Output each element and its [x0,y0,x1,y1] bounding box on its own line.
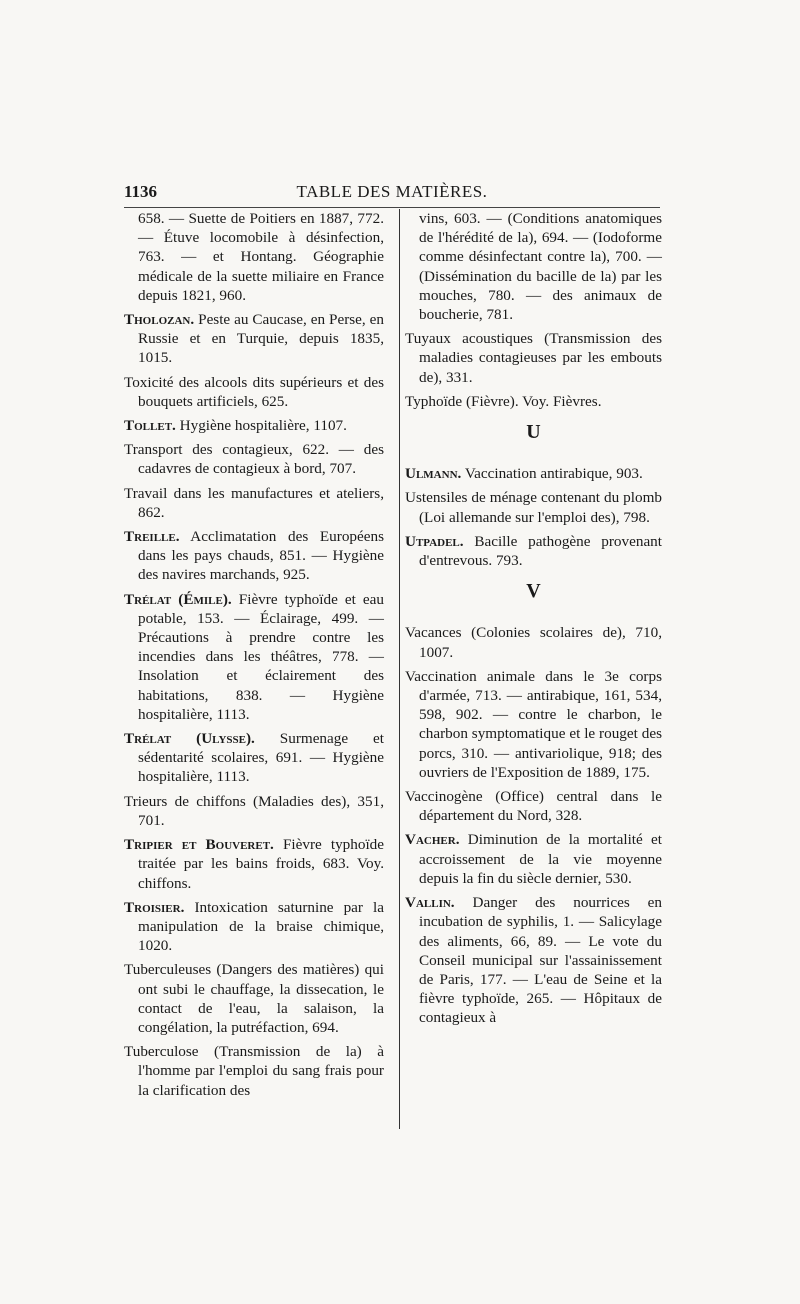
right-column-top-entries [405,209,662,411]
entry-text: Diminution de la mortalité et accroissement de la vie moyenne depuis la fin du siècle dernier, 530. [419,831,662,887]
section-v-entries [405,623,662,1027]
entry-text: Ustensiles de ménage contenant du plomb (Loi allemande sur l'emploi des), 798. [405,489,662,526]
index-entry [124,898,384,956]
running-title: TABLE DES MATIÈRES. [296,182,488,201]
index-entry [405,488,662,526]
entry-text: vins, 603. — (Conditions anatomiques de l'hérédité de la), 694. — (Iodoforme comme désinfectant contre la), 700. — (Dissémination du bacille de la) par les mouches, 780. — des animaux de boucherie, 781. [419,210,662,324]
index-entry [405,893,662,1027]
index-entry [405,209,662,324]
right-column [399,209,662,1129]
entry-text: Vaccinogène (Office) central dans le département du Nord, 328. [405,788,662,825]
entry-author: Utpadel. [405,532,464,550]
entry-text: Tuberculeuses (Dangers des matières) qui ont subi le chauffage, la dissecation, le contact de l'eau, la salaison, la congélation, la putréfaction, 694. [124,961,384,1036]
entry-author: Treille. [124,528,180,546]
index-entry [124,590,384,724]
index-entry [124,835,384,893]
entry-text: Fièvre typhoïde et eau potable, 153. — Éclairage, 499. — Précautions à prendre contre les incendies dans les théâtres, 778. — Insolation et éclairement des habitations, 838. — Hygiène hospitalière, 1113. [138,590,385,723]
index-entry [405,623,662,661]
section-u-entries [405,464,662,570]
entry-text: Peste au Caucase, en Perse, en Russie et en Turquie, depuis 1835, 1015. [138,311,384,367]
entry-author: Tholozan. [124,311,195,329]
entry-author: Vallin. [405,894,455,912]
index-entry [124,729,384,787]
entry-text: Trieurs de chiffons (Maladies des), 351, 701. [124,792,384,829]
index-entry [405,464,662,483]
index-entry [124,484,384,522]
index-entry [405,830,662,888]
entry-text: Surmenage et sédentarité scolaires, 691. — Hygiène hospitalière, 1113. [138,730,384,786]
index-entry [124,792,384,830]
section-letter-v: V [526,580,541,603]
entry-text: Toxicité des alcools dits supérieurs et des bouquets artificiels, 625. [124,373,384,410]
entry-author: Tripier et Bouveret. [124,836,274,854]
entry-text: Hygiène hospitalière, 1107. [175,417,347,435]
index-entry [405,787,662,825]
entry-text: Bacille pathogène provenant d'entrevous. 793. [419,532,662,570]
section-letter-u: U [526,421,541,444]
entry-text: Tuberculose (Transmission de la) à l'homme par l'emploi du sang frais pour la clarification des [124,1043,384,1099]
entry-text: Acclimatation des Européens dans les pays chauds, 851. — Hygiène des navires marchands, 925. [138,528,384,584]
index-entry [124,440,384,478]
index-entry [124,373,384,411]
entry-text: Travail dans les manufactures et ateliers, 862. [124,484,384,521]
index-entry [405,329,662,387]
index-entry [405,667,662,782]
entry-text: Fièvre typhoïde traitée par les bains froids, 683. Voy. chiffons. [138,836,384,892]
page-number: 1136 [124,182,158,201]
index-entry [124,310,384,368]
index-entry [124,1042,384,1100]
entry-author: Vacher. [405,831,460,849]
entry-text: Vaccination antirabique, 903. [461,465,643,483]
entry-text: Vaccination animale dans le 3e corps d'armée, 713. — antirabique, 161, 534, 598, 902. — contre le charbon, le charbon symptomatique et le rouget des porcs, 310. — antivariolique, 918; des ouvriers de l'Exposition de 1889, 175. [405,667,662,781]
entry-text: Tuyaux acoustiques (Transmission des maladies contagieuses par les embouts de), 331. [405,330,662,386]
entry-text: Typhoïde (Fièvre). Voy. Fièvres. [405,392,602,410]
index-entry [124,527,384,585]
entry-text: Vacances (Colonies scolaires de), 710, 1007. [405,624,662,661]
index-entry [124,209,384,305]
index-entry [124,960,384,1037]
entry-author: Tollet. [124,417,176,435]
left-column [124,209,390,1105]
index-entry [405,532,662,570]
header-rule [124,207,660,208]
entry-author: Trélat (Ulysse). [124,730,255,748]
index-entry [124,416,384,435]
entry-author: Trélat (Émile). [124,590,232,608]
page-header [124,180,660,204]
entry-author: Ulmann. [405,465,462,483]
entry-text: Intoxication saturnine par la manipulation de la braise chimique, 1020. [138,898,384,955]
entry-author: Troisier. [124,898,185,916]
entry-text: Danger des nourrices en incubation de syphilis, 1. — Salicylage des aliments, 66, 89. — Le vote du Conseil municipal sur l'assainissement de Paris, 177. — L'eau de Seine et la fièvre typhoïde, 265. — Hôpitaux de contagieux à [419,894,662,1027]
entry-text: Transport des contagieux, 622. — des cadavres de contagieux à bord, 707. [124,441,384,478]
entry-text: 658. — Suette de Poitiers en 1887, 772. — Étuve locomobile à désinfection, 763. — et Hontang. Géographie médicale de la suette miliaire en France depuis 1821, 960. [138,210,384,304]
index-entry [405,392,662,411]
